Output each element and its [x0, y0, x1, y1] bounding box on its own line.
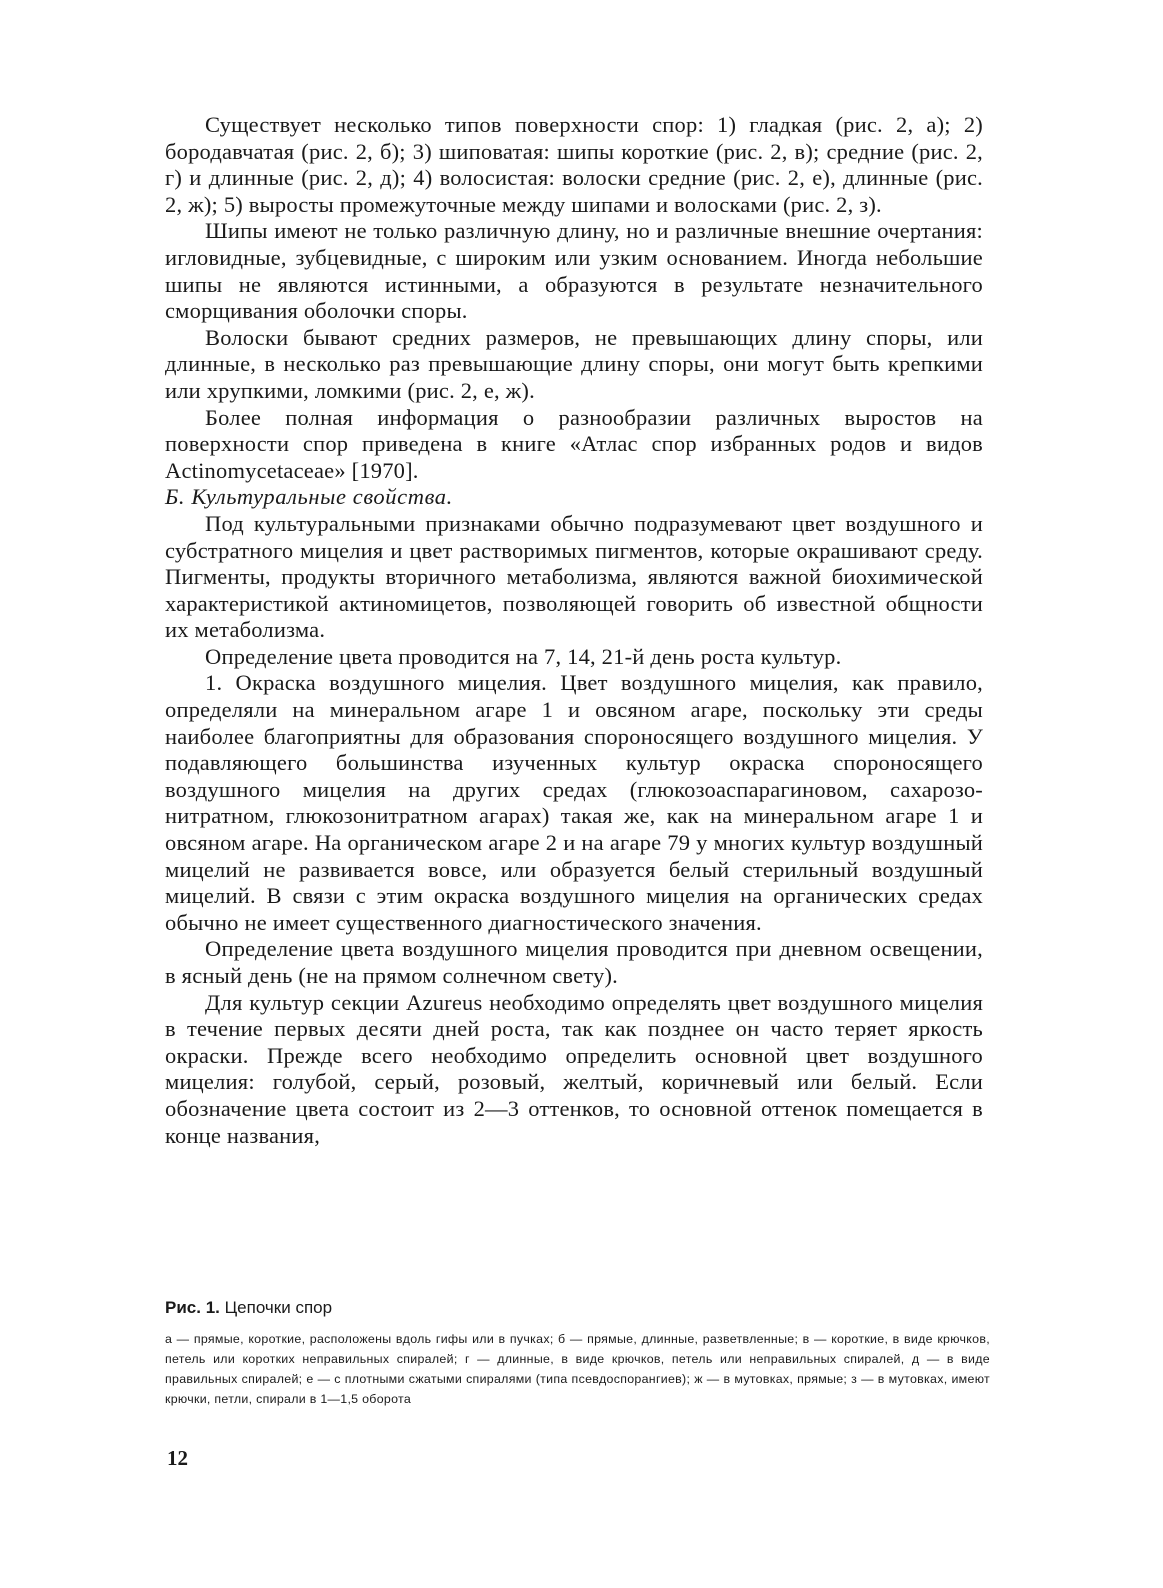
paragraph-atlas-reference: Более полная информация о разнообразии различных выростов на поверхности спор приведена в книге «Атлас спор избранных родов и видов Actinomycetaceae» [1970].	[165, 404, 983, 483]
figure-label: Рис. 1.	[165, 1298, 220, 1317]
figure-title: Цепочки спор	[224, 1298, 333, 1317]
figure-caption	[165, 1297, 990, 1409]
page-number: 12	[167, 1446, 188, 1470]
paragraph-aerial-mycelium-color: 1. Окраска воздушного мицелия. Цвет воздушного мицелия, как правило, определяли на минеральном агаре 1 и овсяном агаре, поскольку эти среды наиболее благоприятны для образования спороносящего воздушного мицелия. У подавляющего большинства изученных культур окраска спороносящего воздушного мицелия на других средах (глюкозоаспарагиновом, сахарозо-нитратном, глюкозонитратном агарах) такая же, как на минеральном агаре 1 и овсяном агаре. На органическом агаре 2 и на агаре 79 у многих культур воздушный мицелий не развивается вовсе, или образуется белый стерильный воздушный мицелий. В связи с этим окраска воздушного мицелия на органических средах обычно не имеет существенного диагностического значения.	[165, 670, 983, 935]
paragraph-spine-shapes: Шипы имеют не только различную длину, но и различные внешние очертания: игловидные, зубцевидные, с широким или узким основанием. Иногда небольшие шипы не являются истинными, а образуются в результате незначительного сморщивания оболочки споры.	[165, 218, 983, 324]
paragraph-hair-sizes: Волоски бывают средних размеров, не превышающих длину споры, или длинные, в несколько раз превышающие длину споры, они могут быть крепкими или хрупкими, ломкими (рис. 2, е, ж).	[165, 324, 983, 403]
paragraph-cultural-features: Под культуральными признаками обычно подразумевают цвет воздушного и субстратного мицелия и цвет растворимых пигментов, которые окрашивают среду. Пигменты, продукты вторичного метаболизма, являются важной биохимической характеристикой актиномицетов, позволяющей говорить об известной общности их метаболизма.	[165, 510, 983, 643]
paragraph-color-determination-days: Определение цвета проводится на 7, 14, 21-й день роста культур.	[205, 643, 842, 669]
page-body	[165, 112, 983, 1149]
figure-caption-text: а — прямые, короткие, расположены вдоль гифы или в пучках; б — прямые, длинные, разветвленные; в — короткие, в виде крючков, петель или коротких неправильных спиралей; г — длинные, в виде крючков, петель или неправильных спиралей, д — в виде правильных спиралей; е — с плотными сжатыми спиралями (типа псевдоспорангиев); ж — в мутовках, прямые; з — в мутовках, имеют крючки, петли, спирали в 1—1,5 оборота	[165, 1332, 990, 1406]
figure-caption-title	[165, 1297, 990, 1319]
paragraph-azureus-section: Для культур секции Azureus необходимо определять цвет воздушного мицелия в течение первых десяти дней роста, так как позднее он часто теряет яркость окраски. Прежде всего необходимо определить основной цвет воздушного мицелия: голубой, серый, розовый, желтый, коричневый или белый. Если обозначение цвета состоит из 2—3 оттенков, то основной оттенок помещается в конце названия,	[165, 989, 983, 1148]
section-heading-cultural-properties: Б. Культуральные свойства.	[165, 484, 453, 510]
paragraph-daylight-conditions: Определение цвета воздушного мицелия проводится при дневном освещении, в ясный день (не на прямом солнечном свету).	[165, 936, 983, 988]
paragraph-spore-surface-types: Существует несколько типов поверхности спор: 1) гладкая (рис. 2, а); 2) бородавчатая (рис. 2, б); 3) шиповатая: шипы короткие (рис. 2, в); средние (рис. 2, г) и длинные (рис. 2, д); 4) волосистая: волоски средние (рис. 2, е), длинные (рис. 2, ж); 5) выросты промежуточные между шипами и волосками (рис. 2, з).	[165, 112, 983, 217]
